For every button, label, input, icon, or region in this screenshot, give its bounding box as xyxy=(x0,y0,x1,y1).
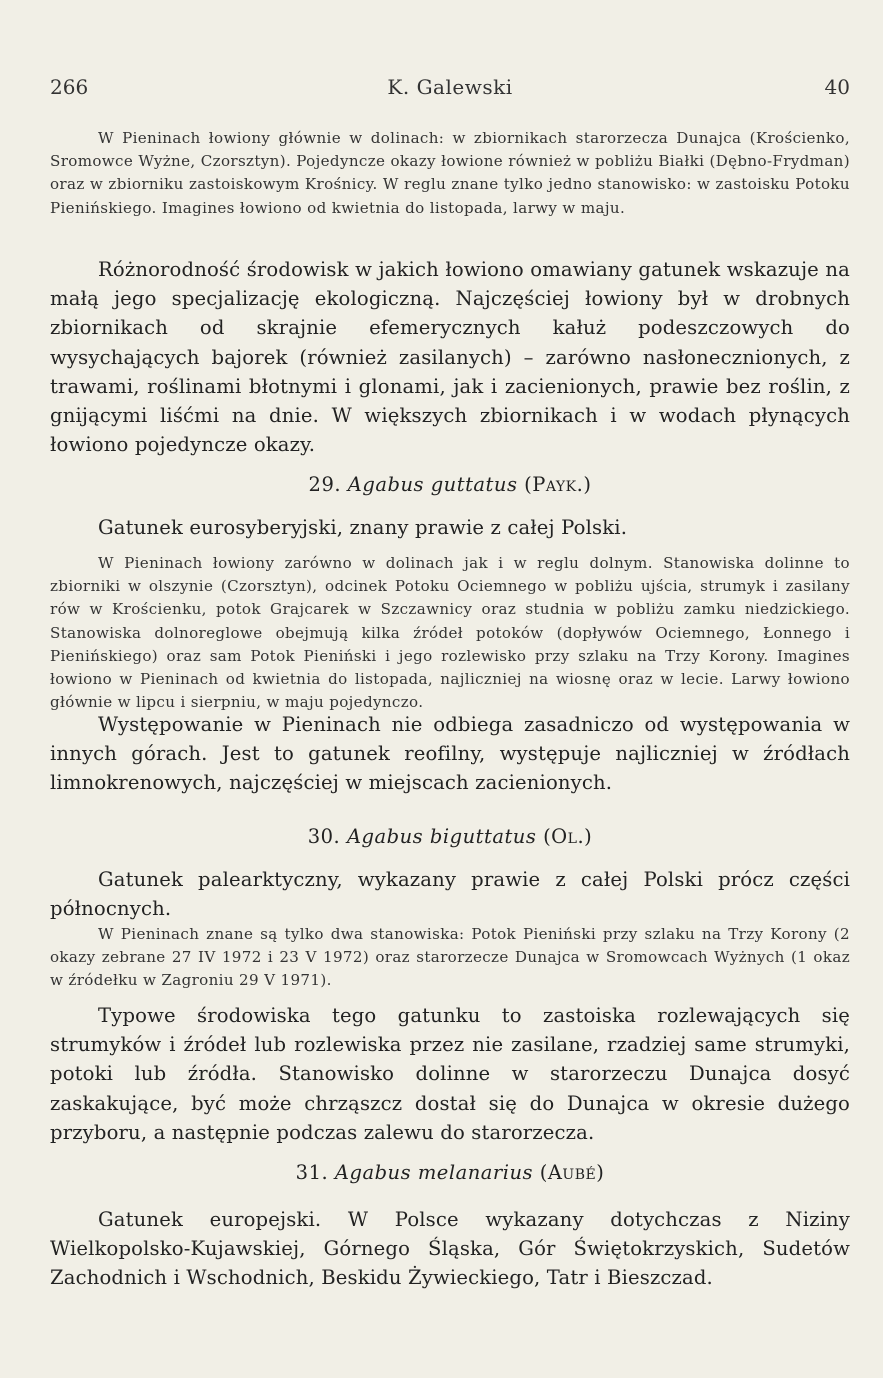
paragraph-9: Gatunek europejski. W Polsce wykazany dotychczas z Niziny Wielkopolsko-Kujawskiej, Górnego Śląska, Gór Świętokrzyskich, Sudetów Zachodnich i Wschodnich, Beskidu Żywieckiego, Tatr i Bieszczad. xyxy=(50,1208,850,1290)
page-number: 266 xyxy=(50,75,89,99)
species-heading-29 xyxy=(50,473,850,496)
paragraph-1: W Pieninach łowiony głównie w dolinach: w zbiornikach starorzecza Dunajca (Krościenko, Sromowce Wyżne, Czorsztyn). Pojedyncze okazy łowione również w pobliżu Białki (Dębno-Frydman) oraz w zbiorniku zastoiskowym Krośnicy. W reglu znane tylko jedno stanowisko: w zastoisku Potoku Pienińskiego. Imagines łowiono od kwietnia do listopada, larwy w maju. xyxy=(50,129,850,217)
species-number: 31. xyxy=(295,1161,329,1184)
paragraph-2: Różnorodność środowisk w jakich łowiono omawiany gatunek wskazuje na małą jego specjalizację ekologiczną. Najczęściej łowiony był w drobnych zbiornikach od skrajnie efemerycznych kałuż podeszczowych do wysychających bajorek (również zasilanych) – zarówno nasłonecznionych, z trawami, roślinami błotnymi i glonami, jak i zacienionych, prawie bez roślin, z gnijącymi liśćmi na dnie. W większych zbiornikach i w wodach płynących łowiono pojedyncze okazy. xyxy=(50,258,850,457)
paragraph-6: Gatunek palearktyczny, wykazany prawie z całej Polski prócz części północnych. xyxy=(50,868,850,921)
species-heading-30 xyxy=(50,825,850,848)
species-author: (Aubé) xyxy=(539,1161,605,1184)
running-author: K. Galewski xyxy=(387,75,513,99)
species-name: Agabus biguttatus xyxy=(346,825,537,848)
running-head xyxy=(50,75,850,107)
paragraph-4: W Pieninach łowiony zarówno w dolinach jak i w reglu dolnym. Stanowiska dolinne to zbiorniki w olszynie (Czorsztyn), odcinek Potoku Ociemnego w pobliżu ujścia, strumyk i zasilany rów w Krościenku, potok Grajcarek w Szczawnicy oraz studnia w pobliżu zamku niedzickiego. Stanowiska dolnoreglowe obejmują kilka źródeł potoków (dopływów Ociemnego, Łonnego i Pienińskiego) oraz sam Potok Pieniński i jego rozlewisko przy szlaku na Trzy Korony. Imagines łowiono w Pieninach od kwietnia do listopada, najliczniej na wiosnę oraz w lecie. Larwy łowiono głównie w lipcu i sierpniu, w maju pojedynczo. xyxy=(50,554,850,712)
species-name: Agabus melanarius xyxy=(334,1161,534,1184)
page xyxy=(50,75,850,1290)
species-number: 29. xyxy=(308,473,342,496)
species-author: (Ol.) xyxy=(543,825,593,848)
species-name: Agabus guttatus xyxy=(347,473,518,496)
paragraph-5: Występowanie w Pieninach nie odbiega zasadniczo od występowania w innych górach. Jest to gatunek reofilny, występuje najliczniej w źródłach limnokrenowych, najczęściej w miejscach zacienionych. xyxy=(50,713,850,795)
species-author: (Payk.) xyxy=(524,473,592,496)
species-heading-31 xyxy=(50,1161,850,1184)
volume-number: 40 xyxy=(824,75,850,99)
paragraph-3: Gatunek eurosyberyjski, znany prawie z całej Polski. xyxy=(98,516,628,539)
paragraph-7: W Pieninach znane są tylko dwa stanowiska: Potok Pieniński przy szlaku na Trzy Korony (2 okazy zebrane 27 IV 1972 i 23 V 1972) oraz starorzecze Dunajca w Sromowcach Wyżnych (1 okaz w źródełku w Zagroniu 29 V 1971). xyxy=(50,925,850,990)
paragraph-8: Typowe środowiska tego gatunku to zastoiska rozlewających się strumyków i źródeł lub rozlewiska przez nie zasilane, rzadziej same strumyki, potoki lub źródła. Stanowisko dolinne w starorzeczu Dunajca dosyć zaskakujące, być może chrząszcz dostał się do Dunajca w okresie dużego przyboru, a następnie podczas zalewu do starorzecza. xyxy=(50,1004,850,1144)
species-number: 30. xyxy=(307,825,341,848)
